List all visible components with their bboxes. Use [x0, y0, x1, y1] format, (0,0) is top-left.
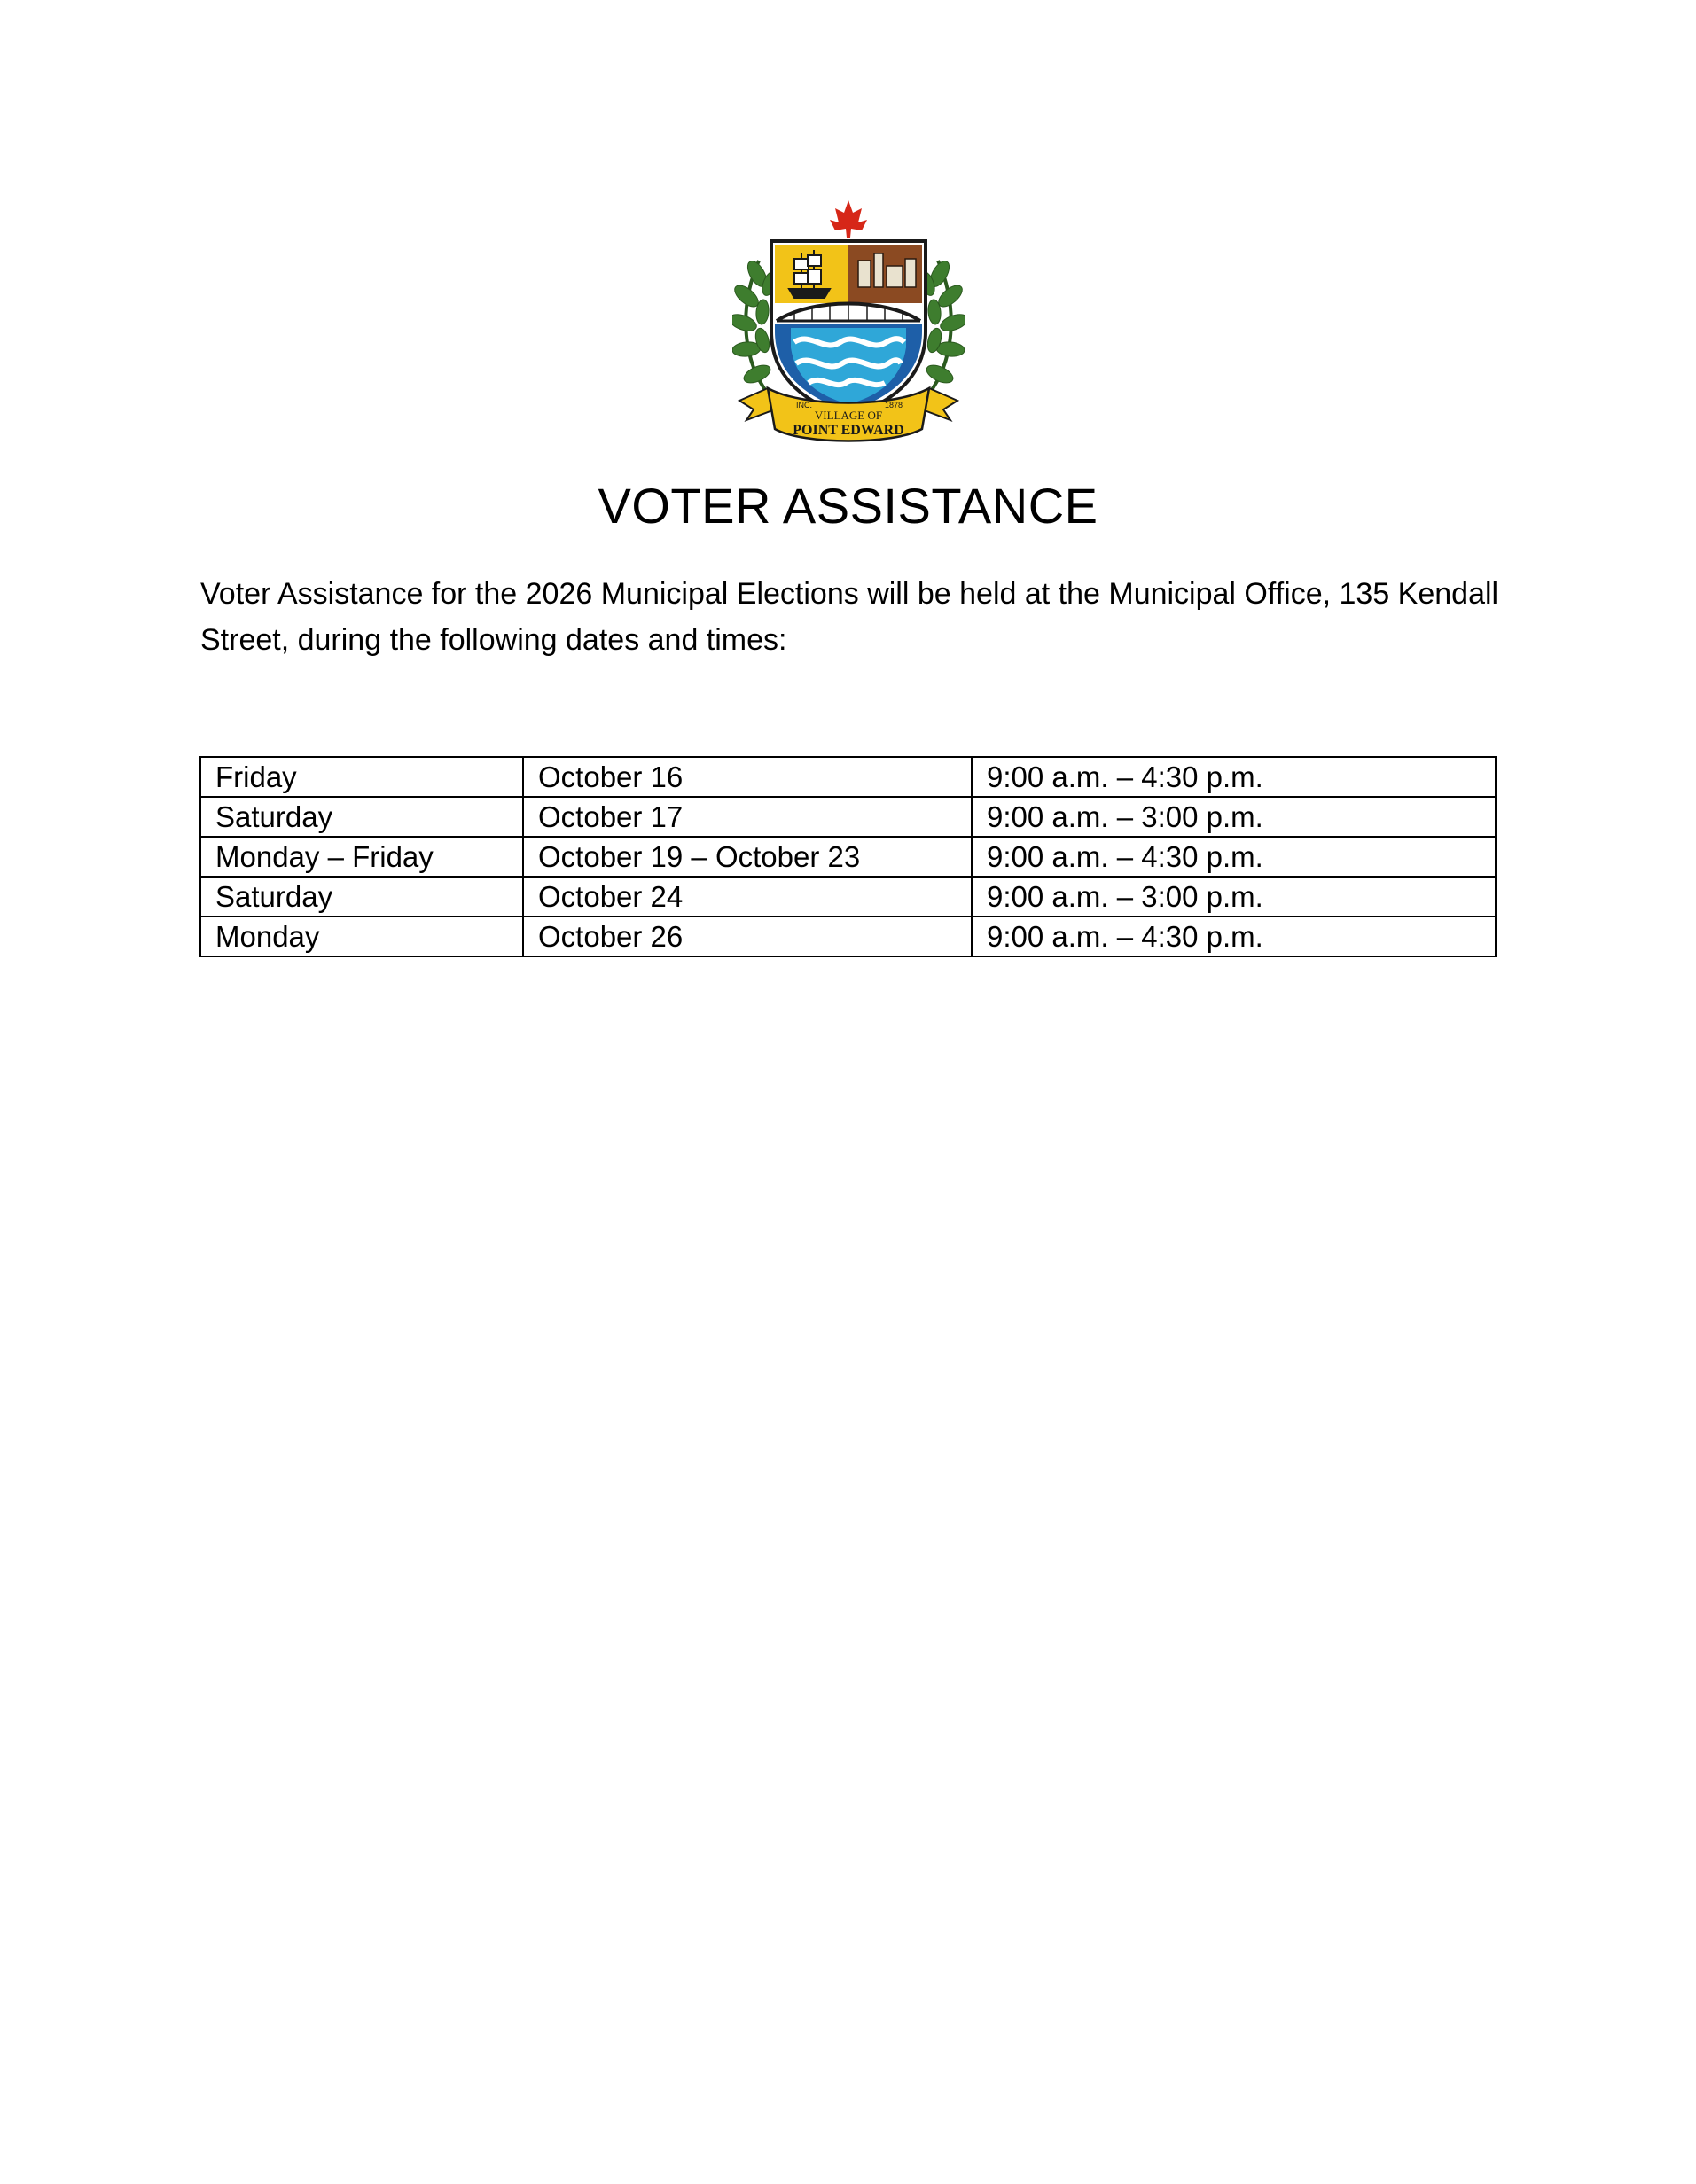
- ribbon-village-of-text: VILLAGE OF: [814, 409, 883, 422]
- ribbon-point-edward-text: POINT EDWARD: [793, 423, 904, 438]
- village-crest-logo: [732, 199, 965, 443]
- table-row: [200, 797, 1496, 837]
- time-cell: 9:00 a.m. – 3:00 p.m.: [972, 797, 1496, 837]
- day-cell: Monday: [200, 916, 523, 956]
- time-cell: 9:00 a.m. – 4:30 p.m.: [972, 837, 1496, 877]
- time-cell: 9:00 a.m. – 3:00 p.m.: [972, 877, 1496, 916]
- day-cell: Monday – Friday: [200, 837, 523, 877]
- day-cell: Friday: [200, 757, 523, 797]
- ribbon-year-text: 1878: [885, 401, 903, 410]
- date-cell: October 19 – October 23: [523, 837, 972, 877]
- table-row: [200, 837, 1496, 877]
- intro-paragraph: Voter Assistance for the 2026 Municipal Elections will be held at the Municipal Office, 135 Kendall Street, during the following dates and times:: [200, 577, 1499, 657]
- time-cell: 9:00 a.m. – 4:30 p.m.: [972, 916, 1496, 956]
- table-row: [200, 916, 1496, 956]
- date-cell: October 26: [523, 916, 972, 956]
- page-title: VOTER ASSISTANCE: [598, 478, 1098, 534]
- time-cell: 9:00 a.m. – 4:30 p.m.: [972, 757, 1496, 797]
- ribbon-inc-text: INC.: [796, 401, 812, 410]
- date-cell: October 24: [523, 877, 972, 916]
- schedule-table: [199, 756, 1497, 957]
- date-cell: October 16: [523, 757, 972, 797]
- day-cell: Saturday: [200, 877, 523, 916]
- table-row: [200, 757, 1496, 797]
- day-cell: Saturday: [200, 797, 523, 837]
- table-row: [200, 877, 1496, 916]
- date-cell: October 17: [523, 797, 972, 837]
